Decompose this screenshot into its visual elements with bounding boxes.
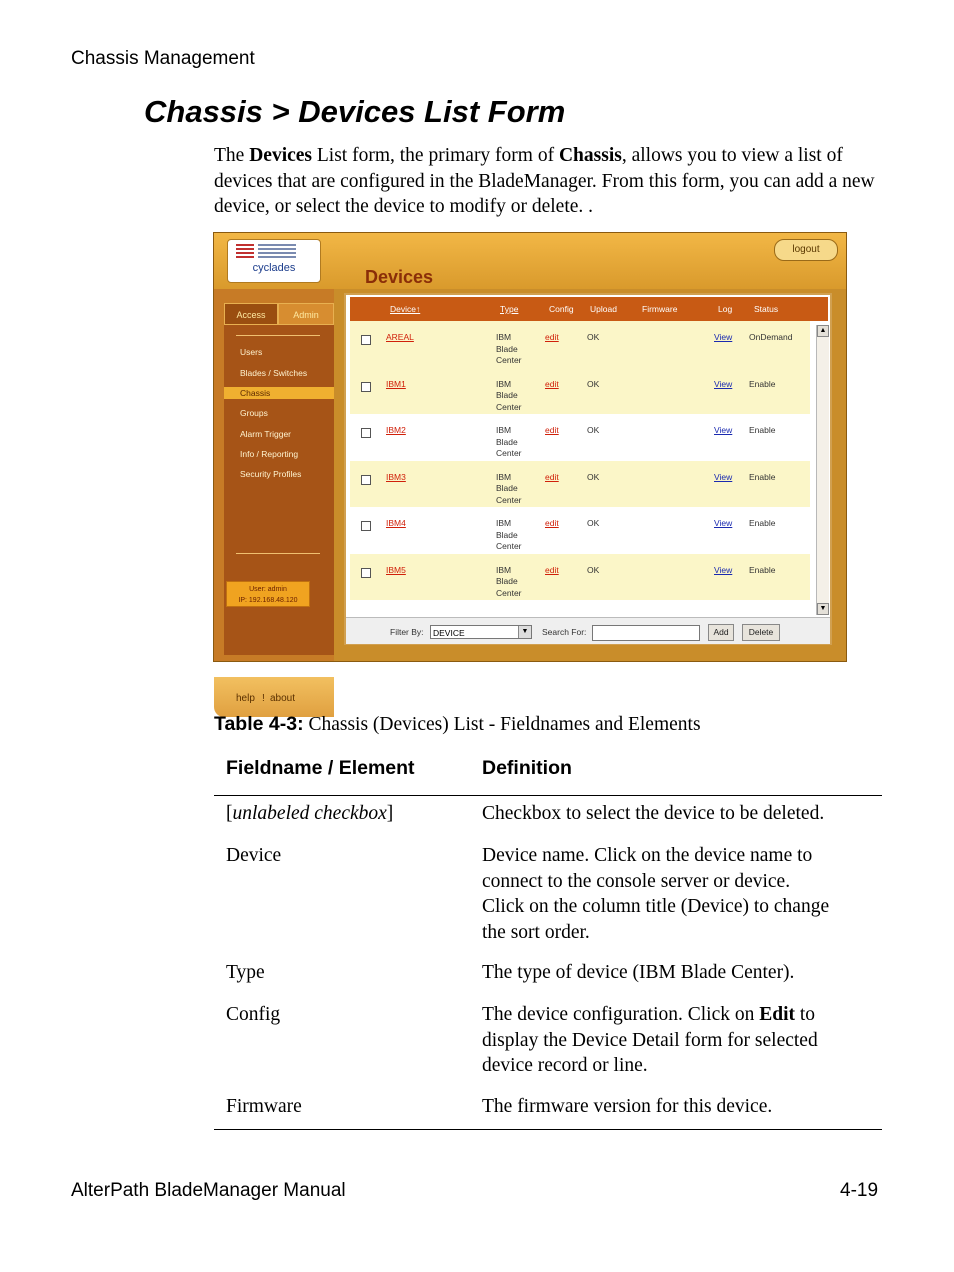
search-label: Search For: [542, 627, 587, 637]
edit-bold: Edit [759, 1004, 796, 1025]
definition-line: connect to the console server or device. [482, 870, 791, 892]
field-definition [482, 1002, 882, 1079]
definition-line: The type of device (IBM Blade Center). [482, 962, 795, 983]
table-caption-text: Chassis (Devices) List - Fieldnames and Elements [303, 714, 701, 735]
field-name: Config [226, 1004, 281, 1025]
column-header-type[interactable]: Type [500, 304, 519, 314]
edit-link[interactable]: edit [545, 518, 559, 528]
footer-page-number: 4-19 [840, 1180, 879, 1201]
running-head: Chassis Management [71, 48, 255, 69]
column-header-label: Device [390, 304, 416, 314]
intro-text: List form, the primary form of [312, 145, 559, 166]
field-name: [unlabeled checkbox] [226, 803, 394, 824]
tab-admin[interactable]: Admin [278, 303, 334, 325]
device-link[interactable]: IBM5 [386, 564, 406, 575]
upload-status: OK [587, 332, 600, 342]
column-header-upload: Upload [590, 304, 617, 314]
chevron-down-icon[interactable]: ▼ [518, 626, 531, 638]
device-type: IBM Blade Center [496, 425, 522, 458]
row-checkbox[interactable] [361, 335, 371, 345]
view-log-link[interactable]: View [714, 332, 733, 342]
table-row [350, 368, 810, 415]
row-checkbox[interactable] [361, 521, 371, 531]
definition-line: Device name. Click on the device name to [482, 845, 813, 866]
intro-text: The [214, 145, 250, 166]
row-checkbox[interactable] [361, 475, 371, 485]
about-link[interactable]: about [270, 693, 296, 704]
device-type: IBM Blade Center [496, 332, 522, 365]
intro-bold-chassis: Chassis [558, 145, 622, 166]
upload-status: OK [587, 425, 600, 435]
field-definition [482, 960, 882, 986]
field-name: Type [226, 962, 265, 983]
edit-link[interactable]: edit [545, 471, 559, 482]
filter-select[interactable] [430, 625, 532, 639]
delete-button[interactable]: Delete [742, 624, 780, 641]
table-row [350, 507, 810, 554]
section-title: Chassis > Devices List Form [144, 94, 566, 129]
definition-line: The device configuration. Click on Edit to [482, 1004, 816, 1025]
user-line: User: admin [249, 586, 287, 593]
definition-line: Click on the column title (Device) to change [482, 896, 830, 917]
field-definition [482, 1094, 882, 1120]
help-link[interactable]: help [236, 693, 255, 704]
table-caption [214, 713, 701, 736]
device-status: Enable [749, 425, 776, 435]
device-link[interactable]: IBM2 [386, 425, 406, 435]
row-checkbox[interactable] [361, 568, 371, 578]
table-row [350, 414, 810, 461]
field-definition [482, 801, 882, 827]
device-link[interactable]: IBM1 [386, 378, 406, 389]
field-name: Firmware [226, 1096, 302, 1117]
ip-line: IP: 192.168.48.120 [238, 597, 298, 604]
nav-divider [236, 553, 320, 554]
field-name-italic: unlabeled checkbox [232, 803, 387, 824]
device-rows [350, 321, 810, 613]
device-type: IBM Blade Center [496, 518, 522, 551]
intro-text: , allows you to view a list of devices that are configured in the BladeManager. From this form, you can add a new device, or select the device to modify or delete. . [214, 145, 875, 217]
column-header-device[interactable] [390, 304, 420, 314]
upload-status: OK [587, 378, 600, 389]
upload-status: OK [587, 564, 600, 575]
filter-value: DEVICE [433, 628, 465, 638]
sidebar-item-blades-switches[interactable]: Blades / Switches [240, 368, 308, 378]
filter-bar [346, 617, 830, 644]
field-definition [482, 843, 882, 945]
table-header-definition: Definition [482, 757, 572, 779]
sidebar-item-users[interactable]: Users [240, 347, 263, 357]
vertical-scrollbar[interactable] [816, 325, 829, 615]
sidebar-item-groups[interactable]: Groups [240, 408, 268, 418]
filter-label: Filter By: [390, 627, 424, 637]
edit-link[interactable]: edit [545, 425, 559, 435]
device-type: IBM Blade Center [496, 564, 522, 598]
sidebar-item-info-reporting[interactable]: Info / Reporting [240, 449, 299, 459]
definition-line: the sort order. [482, 921, 590, 943]
column-header-status: Status [754, 304, 779, 314]
device-type: IBM Blade Center [496, 378, 522, 412]
table-rule [214, 1129, 882, 1130]
edit-link[interactable]: edit [545, 564, 559, 575]
table-caption-label: Table 4-3: [214, 713, 304, 735]
logo-mark-icon [236, 244, 254, 260]
logo-mark-icon [258, 244, 296, 260]
edit-link[interactable]: edit [545, 332, 559, 342]
devices-list-panel [344, 293, 832, 645]
definition-line: The firmware version for this device. [482, 1096, 773, 1117]
row-checkbox[interactable] [361, 428, 371, 438]
scroll-down-icon[interactable]: ▼ [817, 603, 829, 615]
intro-bold-devices: Devices [249, 145, 313, 166]
sidebar-item-chassis[interactable]: Chassis [224, 387, 334, 399]
device-status: Enable [749, 518, 776, 528]
sidebar-item-alarm-trigger[interactable]: Alarm Trigger [240, 429, 292, 439]
tab-access[interactable]: Access [224, 303, 278, 325]
device-status: Enable [749, 378, 776, 389]
column-header-config: Config [549, 304, 574, 314]
devices-heading: Devices [365, 267, 434, 287]
view-log-link[interactable]: View [714, 425, 733, 435]
view-log-link[interactable]: View [714, 518, 733, 528]
table-row [350, 461, 810, 508]
definition-line: Checkbox to select the device to be deleted. [482, 803, 825, 824]
upload-status: OK [587, 518, 600, 528]
intro-paragraph [214, 143, 884, 220]
definition-line: device record or line. [482, 1055, 648, 1076]
table-header-fieldname: Fieldname / Element [226, 757, 415, 779]
link-separator: ! [262, 693, 265, 704]
logo-text: cyclades [252, 262, 296, 274]
view-log-link[interactable]: View [714, 471, 733, 482]
cyclades-logo [227, 239, 321, 283]
definition-line: display the Device Detail form for selected [482, 1029, 818, 1051]
footer-manual-title: AlterPath BladeManager Manual [71, 1180, 346, 1201]
sidebar-item-security-profiles[interactable]: Security Profiles [240, 469, 302, 479]
sidebar [214, 289, 334, 704]
tab-bar [224, 303, 334, 325]
table-row [350, 554, 810, 601]
column-header-log: Log [718, 304, 733, 314]
device-status: Enable [749, 564, 776, 575]
sort-arrow-icon: ↑ [415, 304, 421, 314]
search-input[interactable] [592, 625, 700, 641]
device-status: Enable [749, 471, 776, 482]
devices-screenshot [213, 232, 847, 704]
logout-button[interactable]: logout [774, 239, 838, 261]
screenshot-header [214, 233, 846, 289]
list-header [350, 297, 828, 321]
nav-divider [236, 335, 320, 336]
field-name: Device [226, 845, 282, 866]
table-row [350, 321, 810, 368]
device-link[interactable]: IBM4 [386, 518, 406, 528]
column-header-firmware: Firmware [642, 304, 678, 314]
user-info-box [226, 581, 310, 607]
scroll-up-icon[interactable]: ▲ [817, 325, 829, 337]
edit-link[interactable]: edit [545, 378, 559, 389]
table-rule [214, 795, 882, 796]
view-log-link[interactable]: View [714, 564, 733, 575]
device-type: IBM Blade Center [496, 471, 522, 505]
device-link[interactable]: IBM3 [386, 471, 406, 482]
view-log-link[interactable]: View [714, 378, 733, 389]
upload-status: OK [587, 471, 600, 482]
help-area [214, 677, 334, 717]
row-checkbox[interactable] [361, 382, 371, 392]
device-link[interactable]: AREAL [386, 332, 414, 342]
add-button[interactable]: Add [708, 624, 734, 641]
device-status: OnDemand [749, 332, 793, 342]
